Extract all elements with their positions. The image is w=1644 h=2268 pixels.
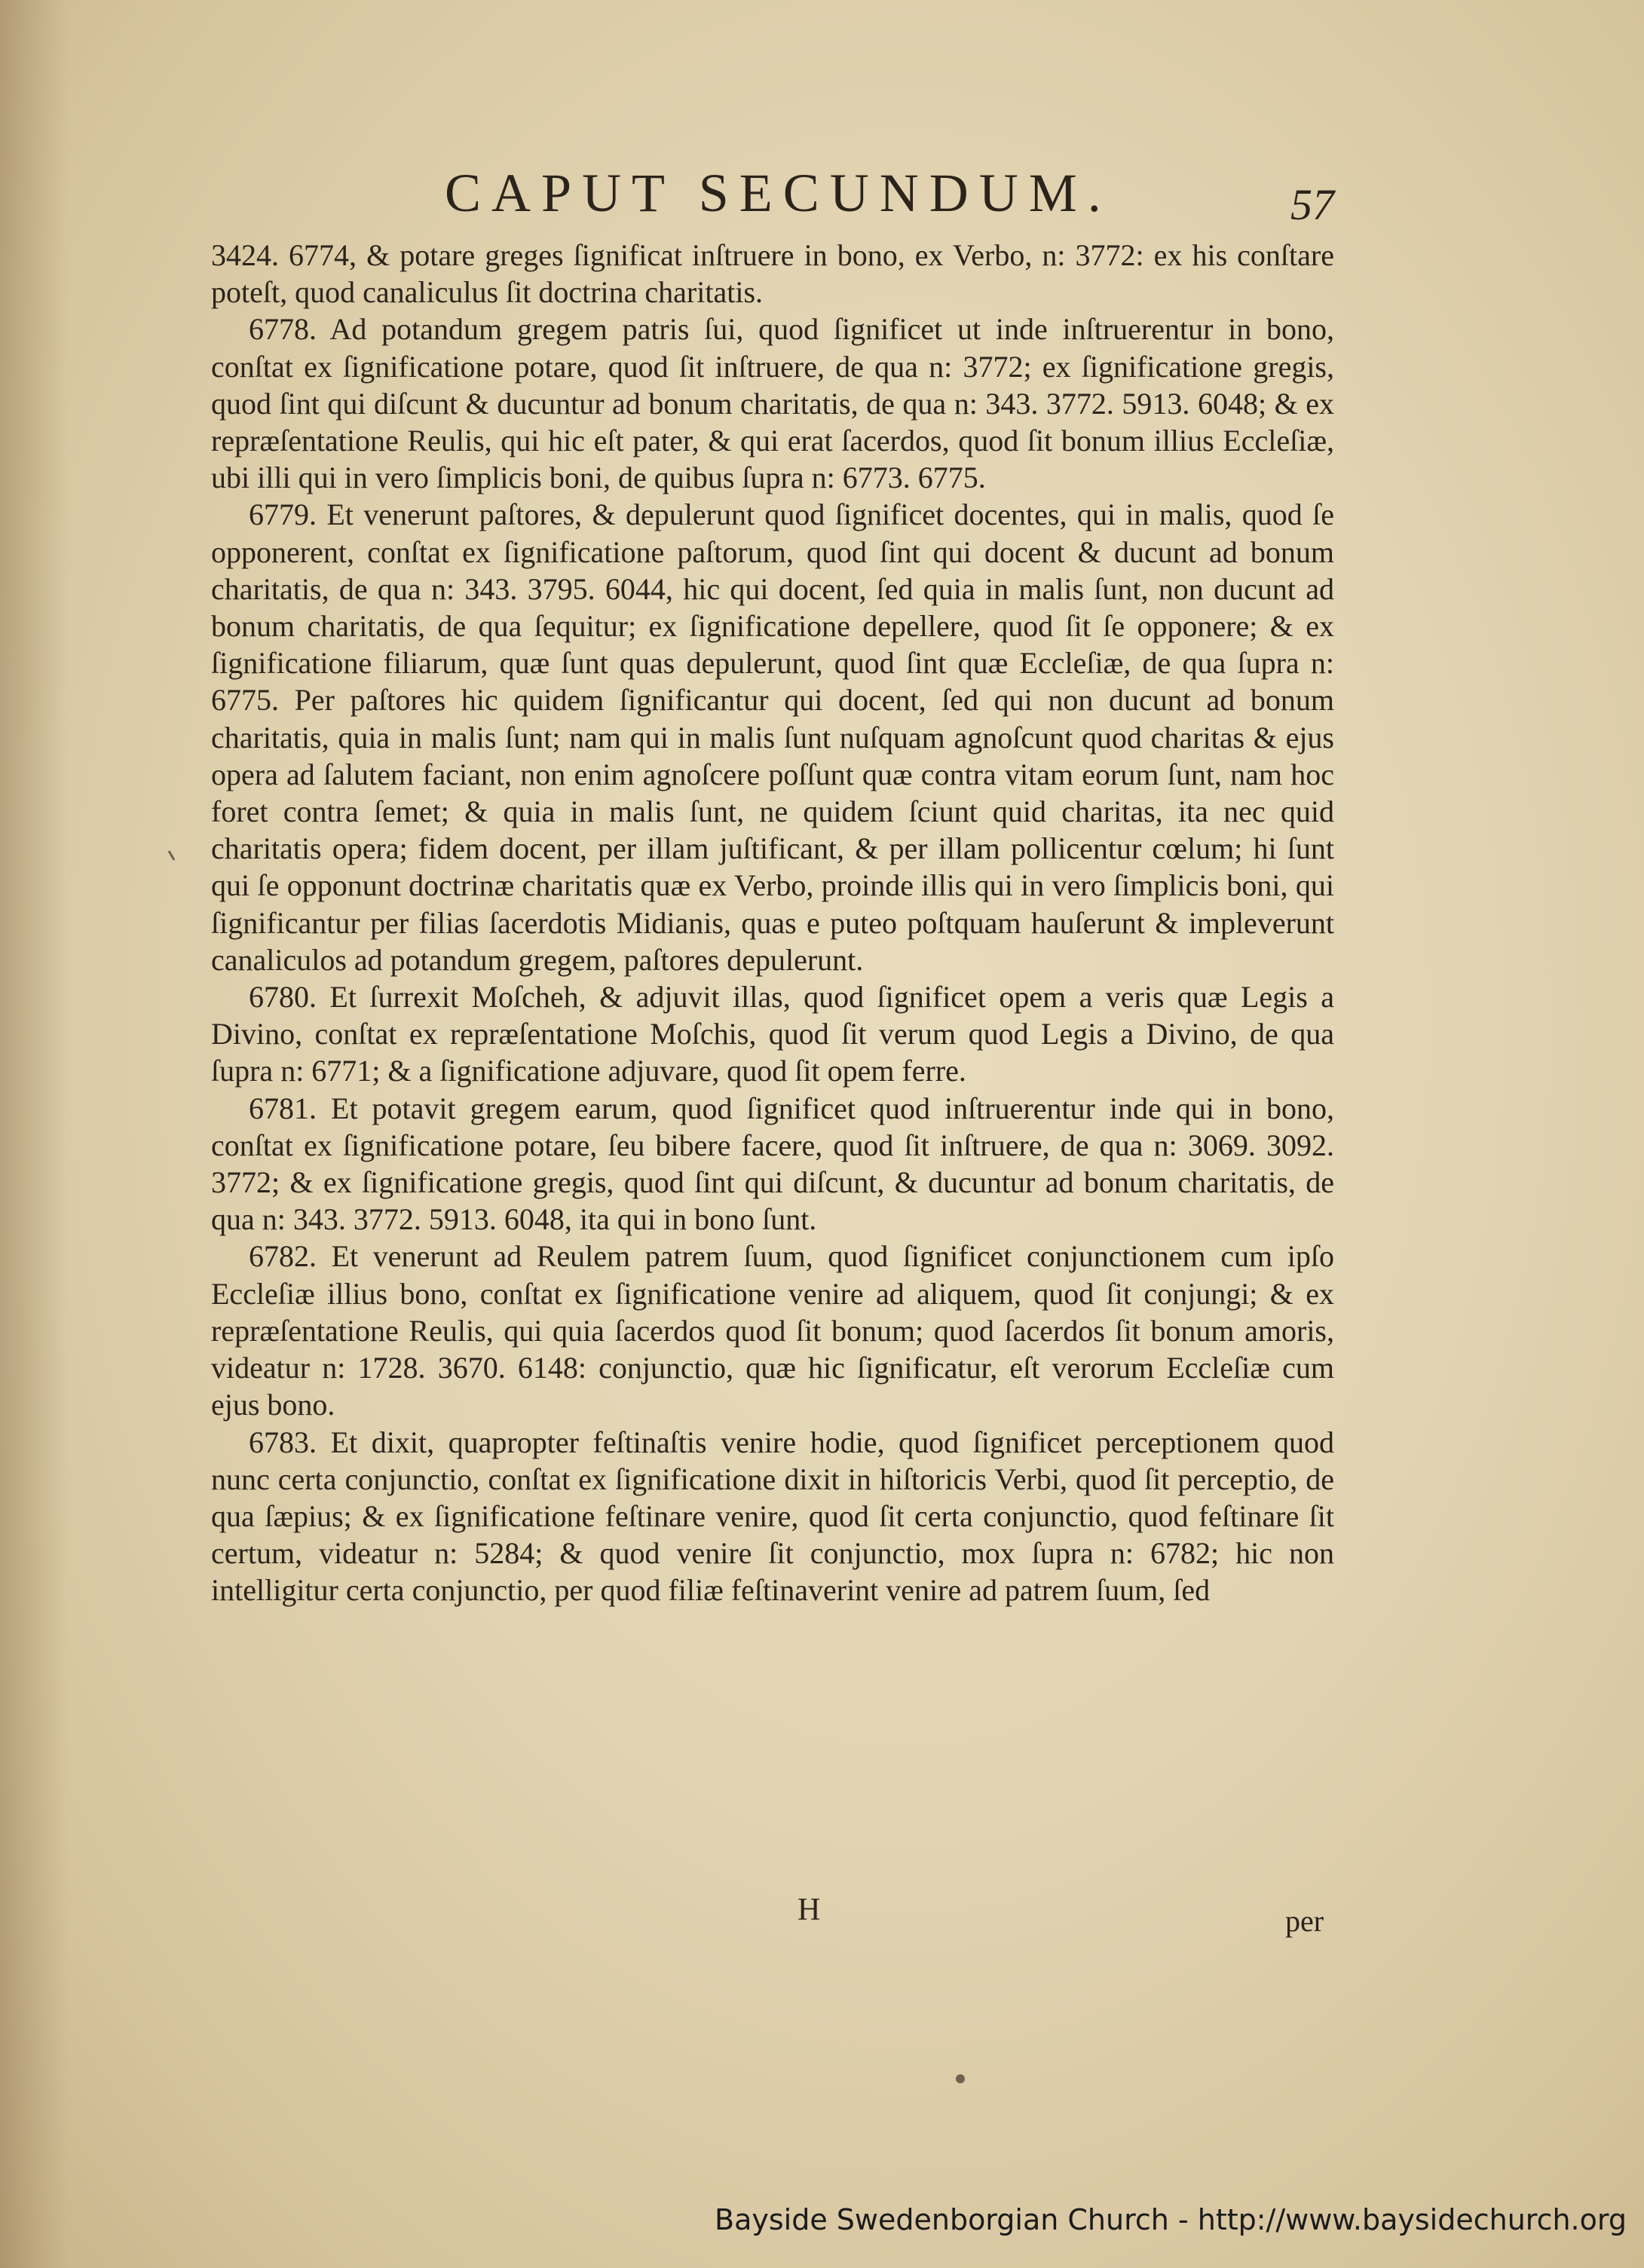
paragraph-continuation: 3424. 6774, & potare greges ſignificat inſtruere in bono, ex Verbo, n: 3772: ex his conſtare poteſt, quod canaliculus ſit doctrina charitatis. [211, 238, 1334, 310]
paragraph-6782: 6782. Et venerunt ad Reulem patrem ſuum, quod ſignificet conjunctionem cum ipſo Eccleſiæ illius bono, conſtat ex ſignificatione venire ad aliquem, quod ſit conjungi; & ex repræſentatione Reulis, qui quia ſacerdos quod ſit bonum; quod ſacerdos ſit bonum amoris, videatur n: 1728. 3670. 6148: conjunctio, quæ hic ſignificatur, eſt verorum Eccleſiæ cum ejus bono. [211, 1239, 1334, 1422]
source-watermark: Bayside Swedenborgian Church - http://www.baysidechurch.org [715, 2203, 1627, 2236]
page-number: 57 [1290, 180, 1334, 229]
paragraph-6783: 6783. Et dixit, quapropter feſtinaſtis venire hodie, quod ſignificet perceptionem quod nunc certa conjunctio, conſtat ex ſignificatione dixit in hiſtoricis Verbi, quod ſit perceptio, de qua ſæpius; & ex ſignificatione feſtinare venire, quod ſit certa conjunctio, quod feſtinare ſit certum, videatur n: 5284; & quod venire ſit conjunctio, mox ſupra n: 6782; hic non intelligitur certa conjunctio, per quod filiæ feſtinaverint venire ad patrem ſuum, ſed [211, 1425, 1334, 1608]
paragraph-6778: 6778. Ad potandum gregem patris ſui, quod ſignificet ut inde inſtruerentur in bono, conſtat ex ſignificatione potare, quod ſit inſtruere, de qua n: 3772; ex ſignificatione gregis, quod ſint qui diſcunt & ducuntur ad bonum charitatis, de qua n: 343. 3772. 5913. 6048; & ex repræſentatione Reulis, qui hic eſt pater, & qui erat ſacerdos, quod ſit bonum illius Eccleſiæ, ubi illi qui in vero ſimplicis boni, de quibus ſupra n: 6773. 6775. [211, 312, 1334, 495]
running-head: CAPUT SECUNDUM. [445, 163, 1112, 223]
paragraph-6779: 6779. Et venerunt paſtores, & depulerunt quod ſignificet docentes, qui in malis, quod ſe opponerent, conſtat ex ſignificatione paſtorum, quod ſint qui docent & ducunt ad bonum charitatis, de qua n: 343. 3795. 6044, hic qui docent, ſed quia in malis ſunt, non ducunt ad bonum charitatis, de qua ſequitur; ex ſignificatione depellere, quod ſit ſe opponere; & ex ſignificatione filiarum, quæ ſunt quas depulerunt, quod ſint quæ Eccleſiæ, de qua ſupra n: 6775. Per paſtores hic quidem ſignificantur qui docent, ſed qui non ducunt ad bonum charitatis, quia in malis ſunt; nam qui in malis ſunt nuſquam agnoſcunt quod charitas & ejus opera ad ſalutem faciant, non enim agnoſcere poſſunt quæ contra vitam eorum ſunt, nam hoc foret contra ſemet; & quia in malis ſunt, ne quidem ſciunt quid charitas, ita nec quid charitatis opera; fidem docent, per illam juſtificant, & per illam pollicentur cœlum; hi ſunt qui ſe opponunt doctrinæ charitatis quæ ex Verbo, proinde illis qui in vero ſimplicis boni, qui ſignificantur per filias ſacerdotis Midianis, quas e puteo poſtquam hauſerunt & impleverunt canaliculos ad potandum gregem, paſtores depulerunt. [211, 497, 1334, 977]
body-text [211, 237, 1334, 1609]
ink-dot [956, 2074, 965, 2083]
ink-speck [168, 850, 176, 861]
signature-mark: H [798, 1893, 821, 1927]
paragraph-6780: 6780. Et ſurrexit Moſcheh, & adjuvit illas, quod ſignificet opem a veris quæ Legis a Divino, conſtat ex repræſentatione Moſchis, quod ſit verum quod Legis a Divino, de qua ſupra n: 6771; & a ſignificatione adjuvare, quod ſit opem ferre. [211, 980, 1334, 1088]
binding-shadow [0, 0, 68, 2268]
paragraph-6781: 6781. Et potavit gregem earum, quod ſignificet quod inſtruerentur inde qui in bono, conſtat ex ſignificatione potare, ſeu bibere facere, quod ſit inſtruere, de qua n: 3069. 3092. 3772; & ex ſignificatione gregis, quod ſint qui diſcunt, & ducuntur ad bonum charitatis, de qua n: 343. 3772. 5913. 6048, ita qui in bono ſunt. [211, 1091, 1334, 1237]
catchword: per [1285, 1904, 1324, 1938]
